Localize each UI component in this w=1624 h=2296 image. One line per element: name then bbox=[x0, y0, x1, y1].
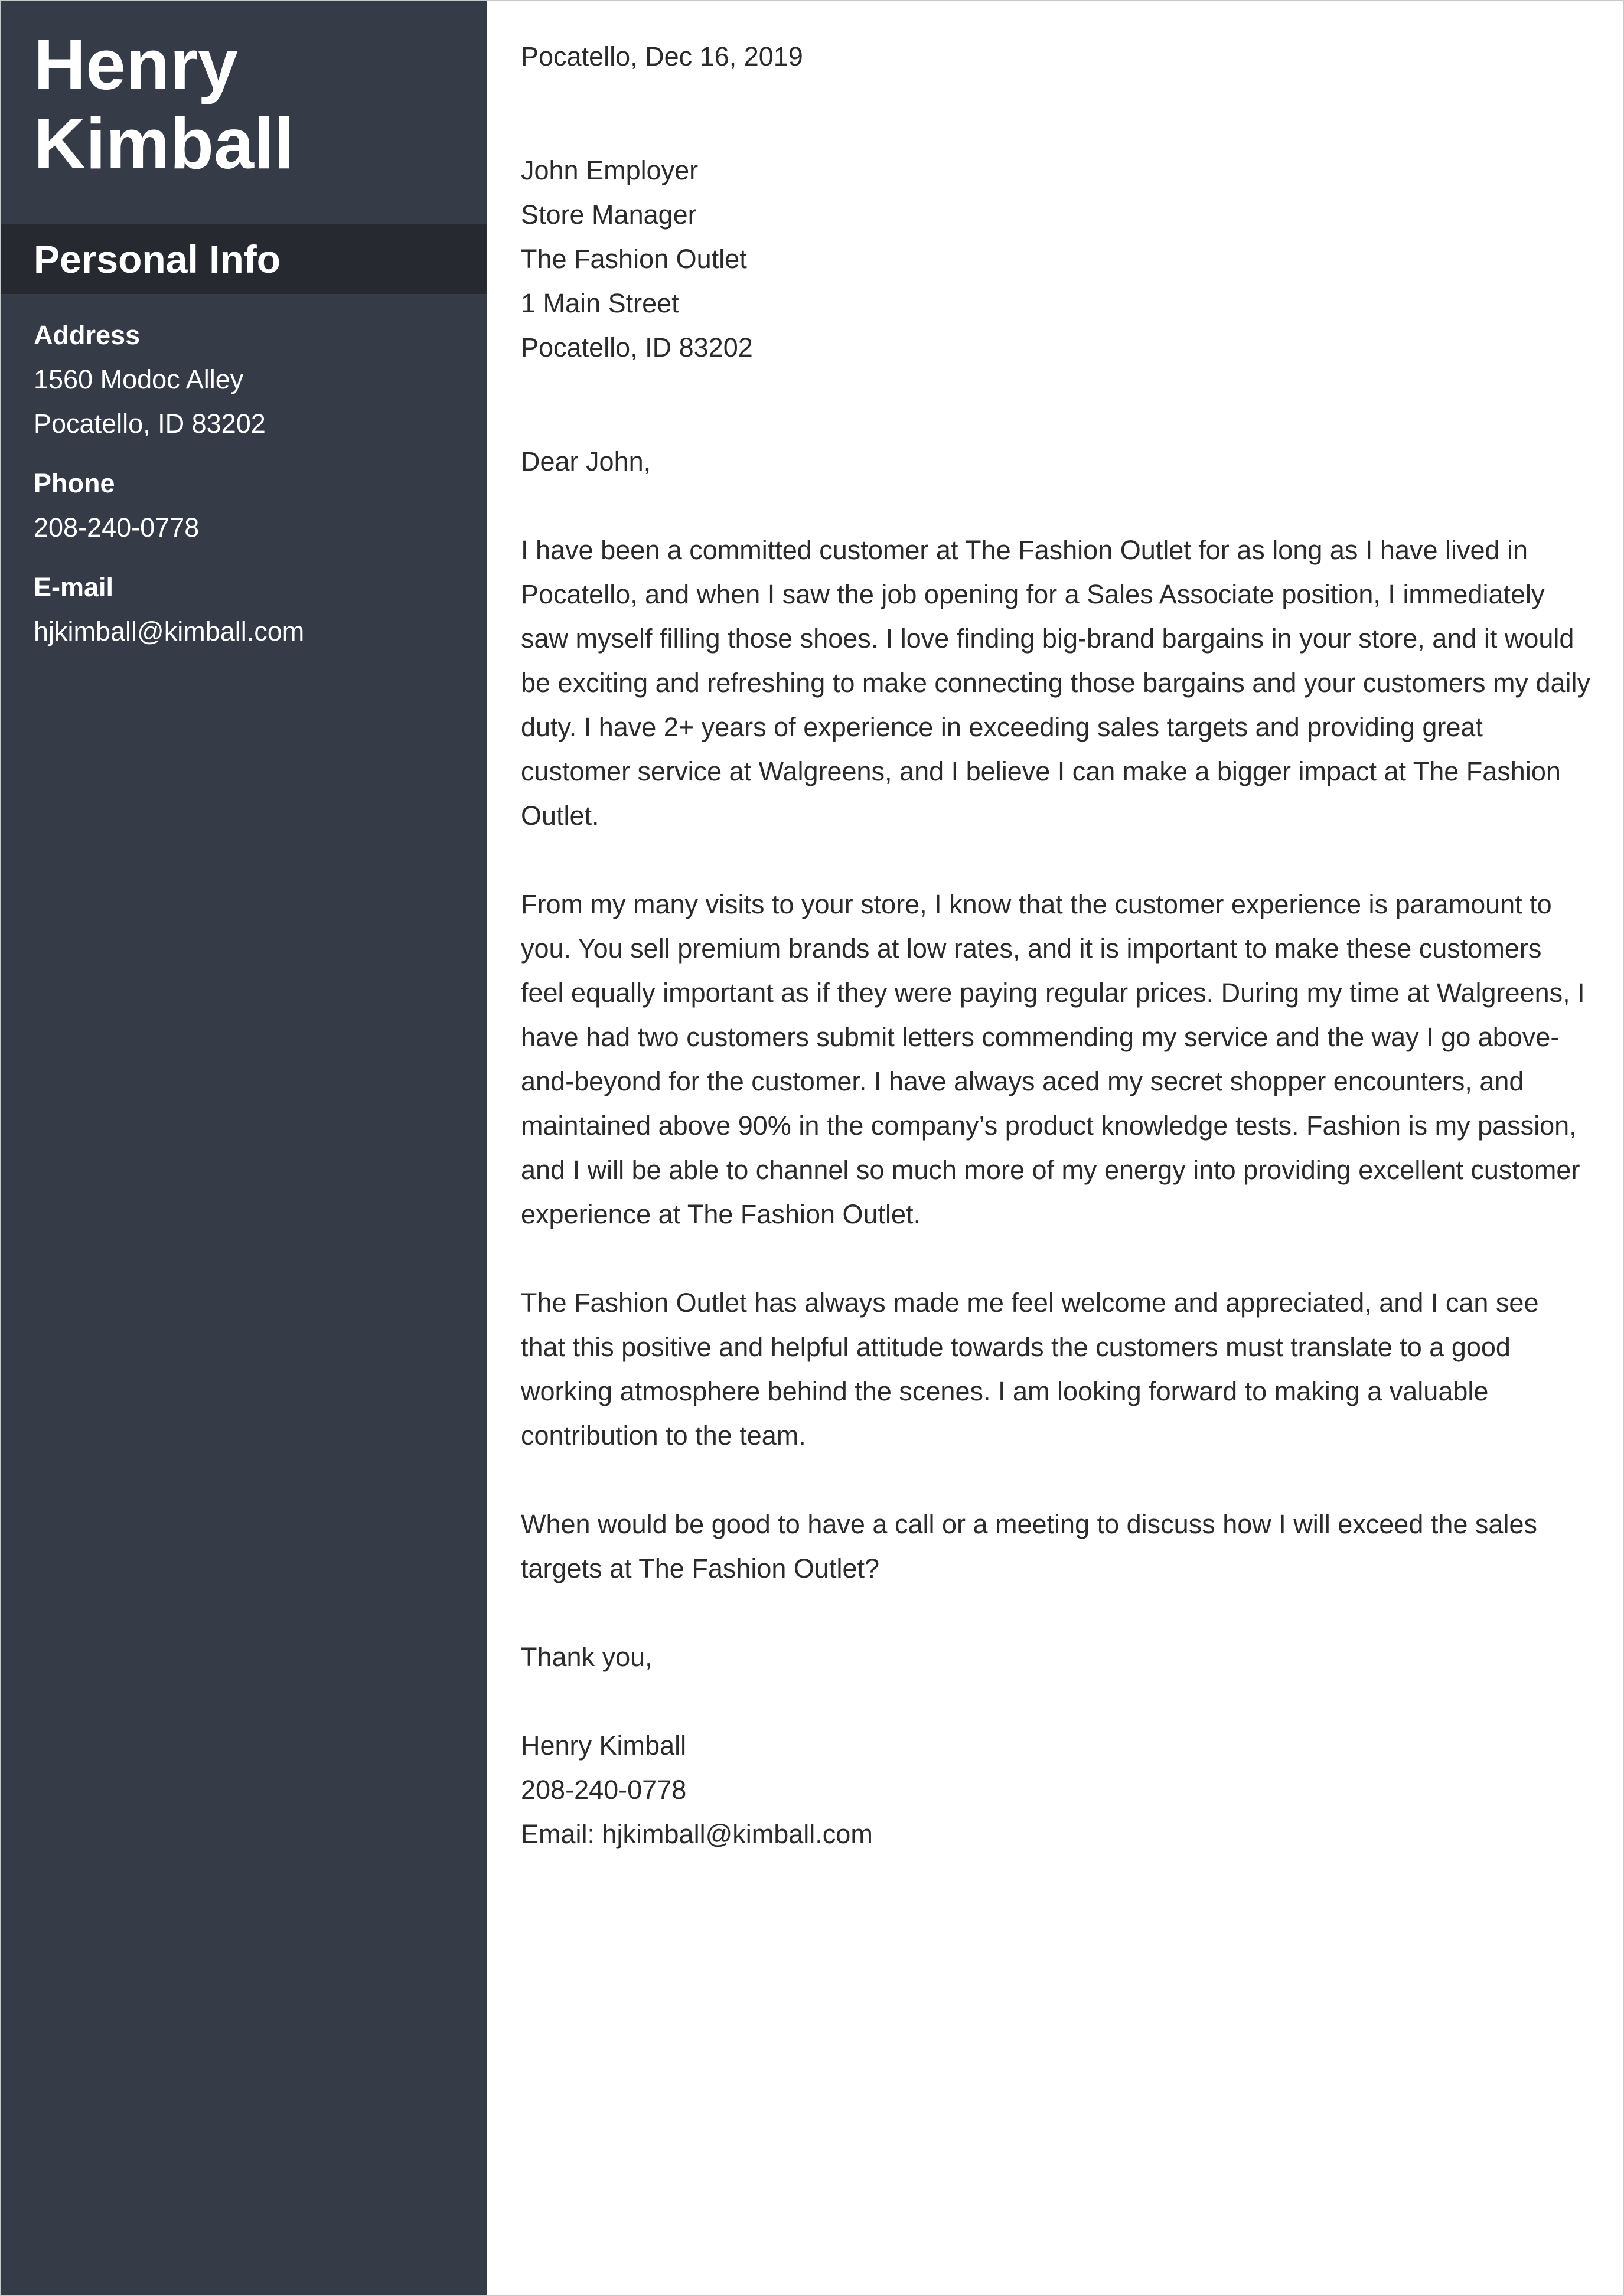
paragraph: When would be good to have a call or a meeting to discuss how I will exceed the sales targets at The Fashion Outlet? bbox=[521, 1509, 1537, 1583]
recipient-name: John Employer bbox=[521, 155, 699, 185]
email-label: E-mail bbox=[34, 572, 114, 602]
letter-date: Pocatello, Dec 16, 2019 bbox=[521, 41, 803, 71]
sidebar bbox=[1, 1, 487, 2295]
recipient-city: Pocatello, ID 83202 bbox=[521, 332, 753, 362]
applicant-last-name: Kimball bbox=[34, 103, 294, 184]
signature-name: Henry Kimball bbox=[521, 1730, 687, 1761]
recipient-block bbox=[521, 148, 1590, 370]
email-group bbox=[34, 565, 455, 654]
signature-email: Email: hjkimball@kimball.com bbox=[521, 1819, 873, 1849]
address-line-2: Pocatello, ID 83202 bbox=[34, 409, 266, 439]
address-label: Address bbox=[34, 320, 141, 350]
greeting: Dear John, bbox=[521, 446, 651, 476]
personal-info-heading: Personal Info bbox=[1, 224, 487, 294]
phone-label: Phone bbox=[34, 468, 115, 498]
paragraph: I have been a committed customer at The Fashion Outlet for as long as I have lived in Pocatello, and when I saw the job opening for a Sales Associate position, I immediately saw myself filling those shoes. I love finding big-brand bargains in your store, and it would be exciting and refreshing to make connecting those bargains and your customers my daily duty. I have 2+ years of experience in exceeding sales targets and providing great customer service at Walgreens, and I believe I can make a bigger impact at The Fashion Outlet. bbox=[521, 535, 1590, 831]
recipient-title: Store Manager bbox=[521, 200, 697, 230]
signature-block bbox=[521, 1723, 1590, 1856]
address-group bbox=[34, 313, 455, 446]
phone-value: 208-240-0778 bbox=[34, 512, 200, 543]
paragraph: The Fashion Outlet has always made me feel welcome and appreciated, and I can see that this positive and helpful attitude towards the customers must translate to a good working atmosphere behind the scenes. I am looking forward to making a valuable contribution to the team. bbox=[521, 1288, 1539, 1451]
signature-phone: 208-240-0778 bbox=[521, 1775, 687, 1805]
paragraph: From my many visits to your store, I know that the customer experience is paramount to you. You sell premium brands at low rates, and it is important to make these customers feel equally important as if they were paying regular prices. During my time at Walgreens, I have had two customers submit letters commending my service and the way I go above-and-beyond for the customer. I have always aced my secret shopper encounters, and maintained above 90% in the company’s product knowledge tests. Fashion is my passion, and I will be able to channel so much more of my energy into providing excellent customer experience at The Fashion Outlet. bbox=[521, 889, 1585, 1229]
applicant-name bbox=[1, 1, 487, 201]
personal-info bbox=[1, 294, 487, 654]
recipient-street: 1 Main Street bbox=[521, 288, 679, 318]
recipient-company: The Fashion Outlet bbox=[521, 244, 747, 274]
phone-group bbox=[34, 461, 455, 550]
address-line-1: 1560 Modoc Alley bbox=[34, 364, 244, 394]
applicant-first-name: Henry bbox=[34, 24, 238, 104]
closing: Thank you, bbox=[521, 1642, 653, 1672]
letter-body bbox=[487, 1, 1623, 2295]
email-value: hjkimball@kimball.com bbox=[34, 616, 305, 646]
